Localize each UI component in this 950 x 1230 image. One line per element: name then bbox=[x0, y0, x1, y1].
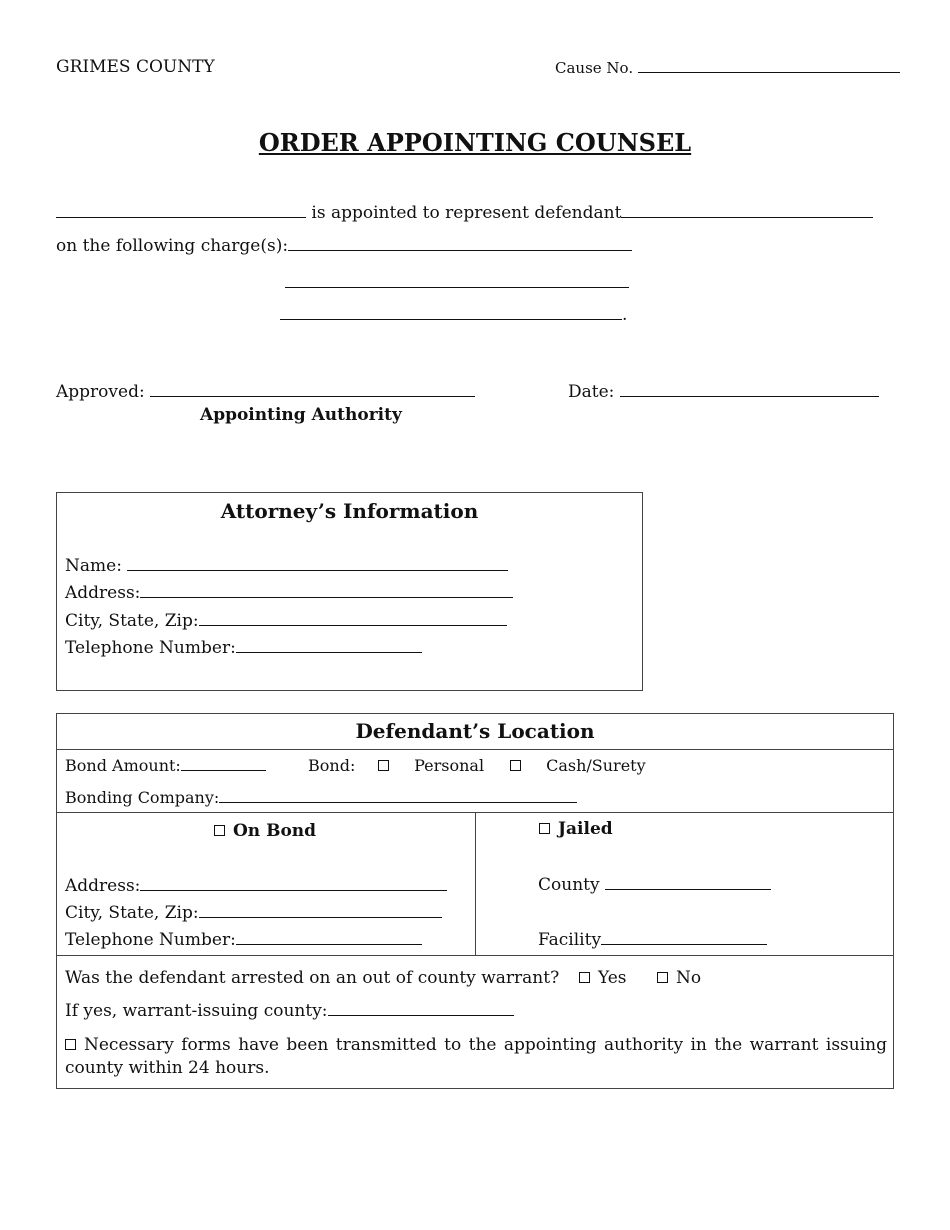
county-field bbox=[538, 875, 771, 895]
forms-transmitted-checkbox[interactable] bbox=[65, 1039, 76, 1050]
jailed-checkbox[interactable] bbox=[539, 823, 550, 834]
attorney-info-heading: Attorney’s Information bbox=[220, 499, 479, 523]
facility-label: Facility bbox=[538, 930, 602, 950]
facility-blank[interactable] bbox=[601, 943, 767, 945]
bond-amount-field bbox=[65, 756, 266, 775]
charge-blank-2[interactable] bbox=[285, 287, 629, 288]
forms-transmitted-text-cont: county within 24 hours. bbox=[65, 1058, 270, 1078]
county-label: County bbox=[538, 875, 600, 895]
bond-cash-option[interactable] bbox=[510, 756, 646, 775]
cause-number-field[interactable] bbox=[555, 59, 900, 77]
attorney-address-label: Address: bbox=[65, 583, 141, 603]
charges-line bbox=[56, 236, 632, 256]
approved-blank[interactable] bbox=[150, 395, 475, 397]
divider bbox=[56, 955, 894, 956]
attorney-name-label: Name: bbox=[65, 556, 122, 576]
defendant-city-field bbox=[65, 903, 442, 923]
forms-transmitted-option[interactable] bbox=[65, 1035, 887, 1055]
charge-period: . bbox=[622, 305, 628, 325]
defendant-city-label: City, State, Zip: bbox=[65, 903, 199, 923]
bond-personal-option[interactable] bbox=[378, 756, 484, 775]
bonding-company-field bbox=[65, 788, 577, 807]
defendant-location-heading: Defendant’s Location bbox=[355, 719, 595, 743]
defendant-phone-label: Telephone Number: bbox=[65, 930, 236, 950]
attorney-phone-label: Telephone Number: bbox=[65, 638, 236, 658]
charge-blank-1[interactable] bbox=[288, 249, 632, 251]
attorney-name-blank[interactable] bbox=[127, 569, 508, 571]
attorney-address-blank[interactable] bbox=[140, 596, 513, 598]
defendant-address-blank[interactable] bbox=[140, 889, 447, 891]
on-bond-label: On Bond bbox=[233, 821, 317, 841]
appointed-text: is appointed to represent defendant bbox=[311, 203, 622, 223]
defendant-address-field bbox=[65, 876, 447, 896]
attorney-city-field bbox=[65, 611, 507, 631]
defendant-blank[interactable] bbox=[621, 216, 873, 218]
appointing-authority-label: Appointing Authority bbox=[200, 405, 402, 425]
on-bond-option[interactable] bbox=[214, 821, 316, 841]
bond-amount-label: Bond Amount: bbox=[65, 756, 181, 775]
defendant-address-label: Address: bbox=[65, 876, 141, 896]
bond-label: Bond: bbox=[308, 756, 356, 775]
warrant-county-blank[interactable] bbox=[328, 1014, 514, 1016]
attorney-city-blank[interactable] bbox=[199, 624, 507, 626]
defendant-phone-blank[interactable] bbox=[236, 943, 422, 945]
attorney-phone-field bbox=[65, 638, 422, 658]
jailed-label: Jailed bbox=[558, 819, 613, 839]
county-name: GRIMES COUNTY bbox=[56, 57, 215, 77]
warrant-county-label: If yes, warrant-issuing county: bbox=[65, 1001, 328, 1021]
attorney-phone-blank[interactable] bbox=[236, 651, 422, 653]
yes-label: Yes bbox=[598, 968, 627, 988]
date-blank[interactable] bbox=[620, 395, 879, 397]
bond-amount-blank[interactable] bbox=[181, 769, 266, 771]
on-bond-checkbox[interactable] bbox=[214, 825, 225, 836]
charges-label: on the following charge(s): bbox=[56, 236, 289, 256]
jailed-option[interactable] bbox=[539, 819, 613, 839]
attorney-city-label: City, State, Zip: bbox=[65, 611, 199, 631]
divider bbox=[475, 812, 476, 955]
page-title: ORDER APPOINTING COUNSEL bbox=[258, 128, 692, 157]
approved-field bbox=[56, 382, 475, 402]
warrant-question: Was the defendant arrested on an out of county warrant? bbox=[65, 968, 560, 988]
personal-checkbox[interactable] bbox=[378, 760, 389, 771]
charge-blank-3[interactable] bbox=[280, 318, 622, 320]
date-field bbox=[568, 382, 879, 402]
warrant-no-option[interactable] bbox=[657, 968, 701, 988]
warrant-yes-option[interactable] bbox=[579, 968, 627, 988]
attorney-blank[interactable] bbox=[56, 216, 306, 218]
divider bbox=[56, 749, 894, 750]
bonding-company-blank[interactable] bbox=[219, 801, 577, 803]
county-blank[interactable] bbox=[605, 888, 771, 890]
defendant-city-blank[interactable] bbox=[199, 916, 442, 918]
facility-field bbox=[538, 930, 767, 950]
no-checkbox[interactable] bbox=[657, 972, 668, 983]
bonding-company-label: Bonding Company: bbox=[65, 788, 220, 807]
yes-checkbox[interactable] bbox=[579, 972, 590, 983]
attorney-name-field bbox=[65, 556, 508, 576]
cash-surety-checkbox[interactable] bbox=[510, 760, 521, 771]
personal-label: Personal bbox=[414, 756, 485, 775]
appointment-line bbox=[56, 203, 873, 223]
forms-transmitted-text: Necessary forms have been transmitted to the appointing authority in the warrant issuing bbox=[84, 1035, 887, 1055]
cause-number-label: Cause No. bbox=[555, 59, 634, 77]
date-label: Date: bbox=[568, 382, 615, 402]
warrant-county-field bbox=[65, 1001, 514, 1021]
no-label: No bbox=[676, 968, 702, 988]
charge-line-3 bbox=[280, 305, 627, 325]
defendant-phone-field bbox=[65, 930, 422, 950]
approved-label: Approved: bbox=[56, 382, 145, 402]
cause-number-blank[interactable] bbox=[638, 71, 900, 73]
attorney-address-field bbox=[65, 583, 513, 603]
cash-surety-label: Cash/Surety bbox=[546, 756, 646, 775]
